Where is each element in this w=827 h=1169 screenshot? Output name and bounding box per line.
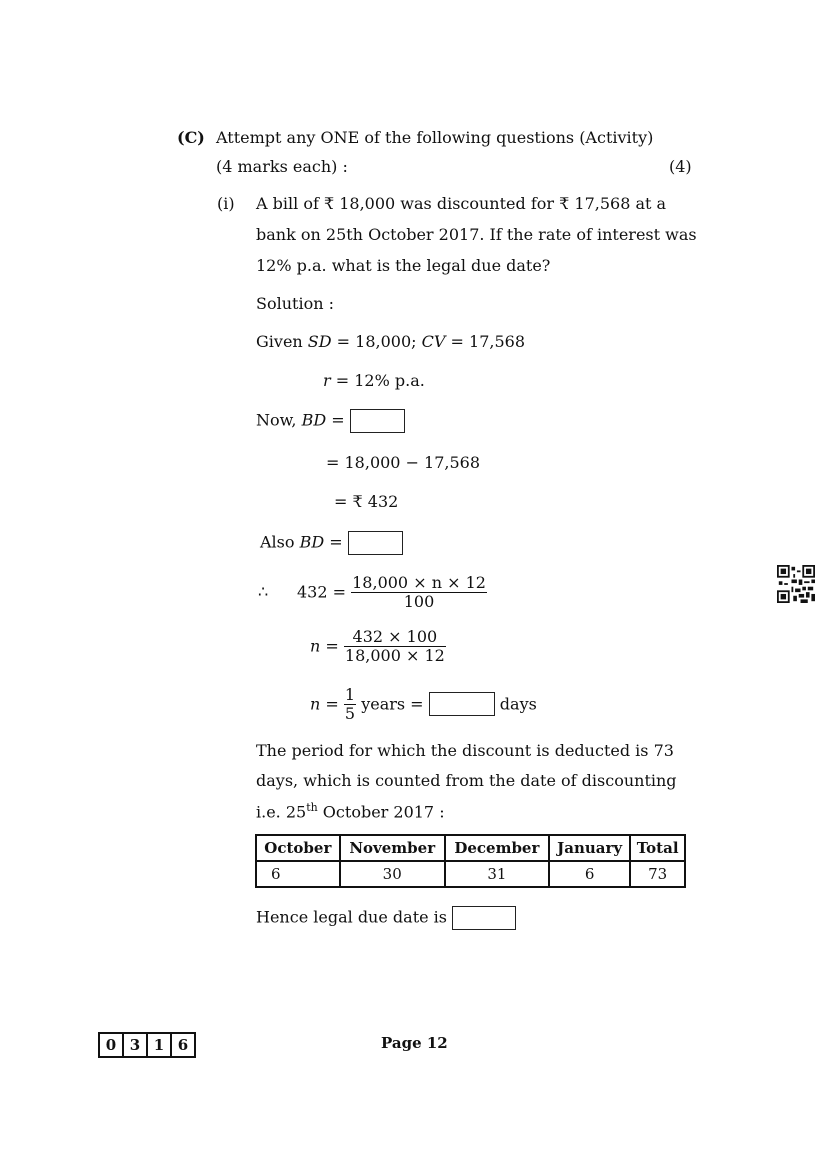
question-line-3: 12% p.a. what is the legal due date? bbox=[256, 256, 551, 275]
therefore-symbol: ∴ bbox=[258, 582, 269, 601]
table-cell: 6 bbox=[549, 861, 630, 887]
equation-1-denominator: 100 bbox=[403, 591, 435, 611]
period-line-1: The period for which the discount is deducted is 73 bbox=[256, 741, 674, 760]
table-row bbox=[256, 861, 685, 887]
days-table bbox=[255, 834, 686, 888]
bd-also-line: Also BD = bbox=[260, 531, 403, 555]
table-cell: 31 bbox=[445, 861, 549, 887]
section-marks: (4) bbox=[669, 157, 692, 176]
equation-2-denominator: 18,000 × 12 bbox=[344, 645, 445, 665]
table-header-row bbox=[256, 835, 685, 861]
page-number: Page 12 bbox=[381, 1034, 448, 1052]
code-digit: 0 bbox=[100, 1034, 124, 1056]
question-line-1: A bill of ₹ 18,000 was discounted for ₹ 17,568 at a bbox=[256, 194, 667, 213]
bd-now-line: Now, BD = bbox=[256, 409, 405, 433]
period-line-3: i.e. 25th October 2017 : bbox=[256, 801, 445, 822]
equation-1-numerator: 18,000 × n × 12 bbox=[352, 573, 486, 592]
rate-line: r = 12% p.a. bbox=[323, 371, 425, 390]
equation-1: 432 = $\frac{18,000 \times n \times 12}{100}$ bbox=[297, 573, 486, 611]
code-digit: 3 bbox=[124, 1034, 148, 1056]
section-heading: Attempt any ONE of the following questions (Activity) bbox=[216, 128, 654, 147]
table-header: October bbox=[256, 835, 340, 861]
bd-formula-answer-box[interactable] bbox=[350, 409, 405, 433]
equation-3-numerator: 1 bbox=[344, 685, 356, 704]
section-subheading: (4 marks each) : bbox=[216, 157, 348, 176]
bd-step-2: = ₹ 432 bbox=[334, 492, 399, 511]
equation-2: n = $\frac{432 \times 100}{18,000 \times 12}$ bbox=[310, 627, 445, 665]
code-digit: 6 bbox=[177, 1036, 189, 1054]
paper-code-boxes bbox=[98, 1032, 196, 1058]
due-date-answer-box[interactable] bbox=[452, 906, 516, 930]
question-line-2: bank on 25th October 2017. If the rate of interest was bbox=[256, 225, 697, 244]
qr-code-icon bbox=[777, 565, 815, 603]
equation-3-denominator: 5 bbox=[344, 703, 356, 723]
question-number: (i) bbox=[217, 194, 235, 213]
hence-line: Hence legal due date is bbox=[256, 906, 516, 930]
bd-step-1: = 18,000 − 17,568 bbox=[326, 453, 481, 472]
given-line: Given SD = 18,000; CV = 17,568 bbox=[256, 332, 525, 351]
section-label: (C) bbox=[177, 128, 205, 147]
table-header: Total bbox=[630, 835, 685, 861]
code-digit: 1 bbox=[148, 1034, 172, 1056]
equation-3: n = $\frac{1}{5}$ years = days bbox=[310, 685, 537, 723]
bd-also-answer-box[interactable] bbox=[348, 531, 403, 555]
days-answer-box[interactable] bbox=[429, 692, 495, 716]
table-header: November bbox=[340, 835, 445, 861]
period-line-2: days, which is counted from the date of discounting bbox=[256, 771, 677, 790]
table-cell: 6 bbox=[256, 861, 340, 887]
equation-2-numerator: 432 × 100 bbox=[344, 628, 446, 647]
table-header: December bbox=[445, 835, 549, 861]
table-header: January bbox=[549, 835, 630, 861]
table-cell: 30 bbox=[340, 861, 445, 887]
solution-label: Solution : bbox=[256, 294, 334, 313]
table-cell: 73 bbox=[630, 861, 685, 887]
